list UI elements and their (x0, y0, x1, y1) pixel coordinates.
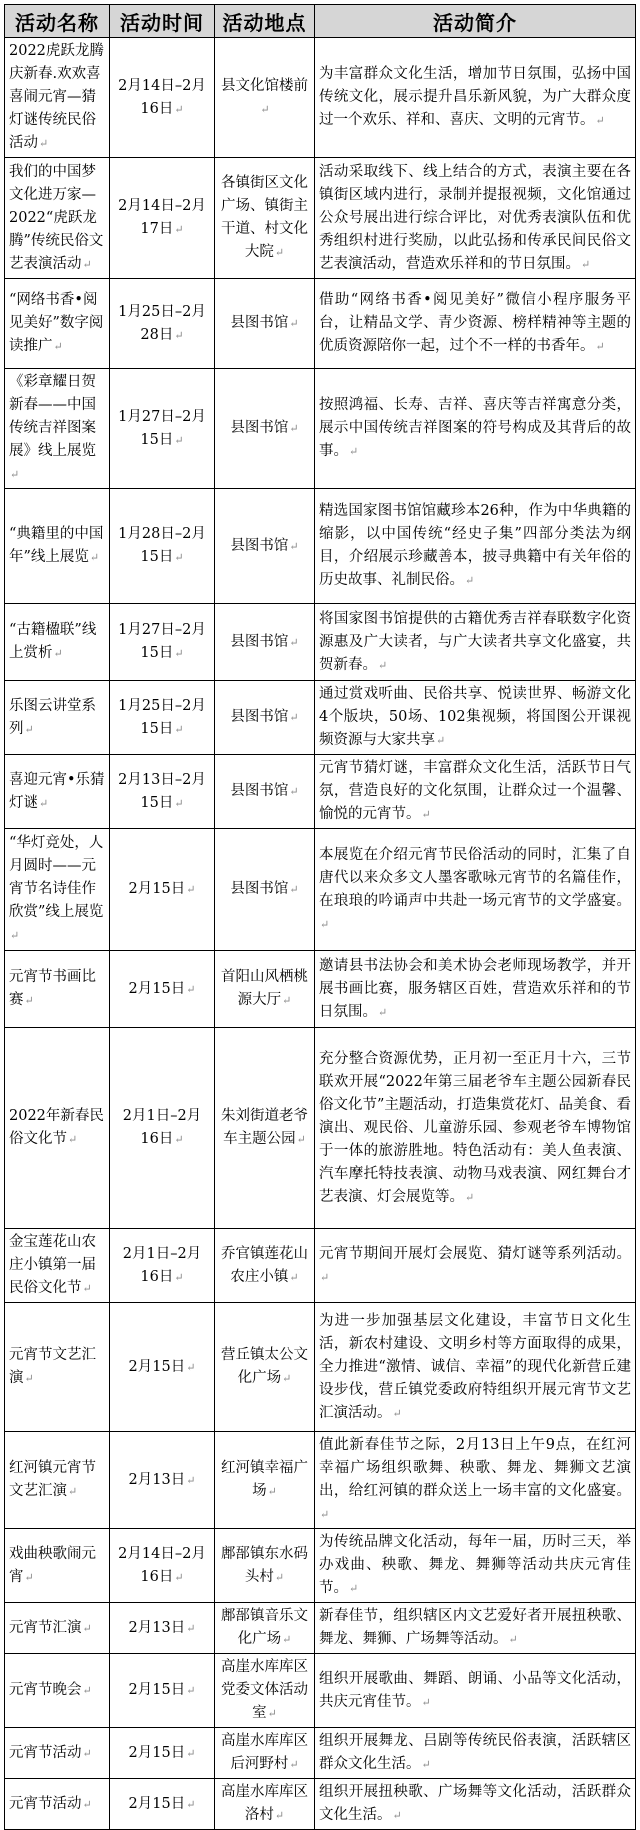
activity-name-text: 元宵节活动 (9, 1744, 82, 1761)
activity-description-cell (315, 1654, 636, 1728)
activity-location-text: 鄌郚镇音乐文化广场 (221, 1608, 308, 1647)
activity-time-text: 2月14日–2月16日 (118, 77, 206, 117)
activity-time-text: 2月13日 (128, 1471, 186, 1488)
paragraph-return-mark: ↵ (186, 1621, 196, 1635)
activity-description-text: 通过赏戏听曲、民俗共享、悦读世界、畅游文化4个版块，50场、102集视频，将国图公开课视频资源与大家共享 (319, 686, 631, 748)
paragraph-return-mark: ↵ (10, 468, 20, 481)
activity-location-cell (215, 279, 315, 369)
activity-name-text: 戏曲秧歌闹元宵 (9, 1545, 96, 1585)
activity-time-cell (110, 279, 215, 369)
activity-description-cell (315, 369, 636, 489)
paragraph-return-mark: ↵ (392, 1809, 402, 1822)
activity-time-cell (110, 829, 215, 951)
paragraph-return-mark: ↵ (174, 647, 184, 660)
activity-description-cell (315, 1779, 636, 1830)
activity-time-text: 2月13日–2月15日 (118, 771, 206, 811)
activity-location-text: 营丘镇太公文化广场 (221, 1347, 308, 1386)
activity-name-cell (5, 604, 110, 681)
paragraph-return-mark: ↵ (39, 796, 49, 810)
activity-description-cell (315, 1603, 636, 1654)
activity-location-text: 高崖水库库区党委文体活动室 (221, 1659, 308, 1721)
activity-description-cell (315, 1728, 636, 1779)
activity-name-text: “华灯竞处，人月圆时——元宵节名诗佳作欣赏”线上展览 (9, 835, 104, 920)
paragraph-return-mark: ↵ (392, 1406, 402, 1420)
paragraph-return-mark: ↵ (349, 1582, 359, 1595)
table-row (5, 755, 636, 829)
activity-time-cell (110, 1028, 215, 1229)
paragraph-return-mark: ↵ (174, 796, 184, 810)
paragraph-return-mark: ↵ (186, 1360, 196, 1374)
paragraph-return-mark: ↵ (174, 102, 184, 116)
activity-description-text: 组织开展舞龙、吕剧等传统民俗表演，活跃辖区群众文化生活。 (319, 1733, 631, 1772)
header-activity-name: 活动名称 (5, 5, 110, 38)
activity-time-text: 1月25日–2月28日 (118, 303, 206, 343)
paragraph-return-mark: ↵ (595, 114, 605, 127)
activity-name-text: 元宵节活动 (9, 1795, 82, 1812)
activity-time-cell (110, 1432, 215, 1529)
paragraph-return-mark: ↵ (349, 445, 359, 458)
activity-description-cell (315, 158, 636, 279)
paragraph-return-mark: ↵ (174, 433, 184, 447)
activity-name-text: 我们的中国梦文化进万家—2022“虎跃龙腾”传统民俗文艺表演活动 (9, 163, 104, 272)
activity-time-text: 2月1日–2月16日 (122, 1245, 202, 1285)
paragraph-return-mark: ↵ (274, 1809, 285, 1822)
paragraph-return-mark: ↵ (289, 1758, 299, 1771)
activity-time-text: 2月14日–2月17日 (118, 198, 206, 237)
table-row (5, 1603, 636, 1654)
paragraph-return-mark: ↵ (465, 574, 475, 587)
activity-description-text: 元宵节期间开展灯会展览、猜灯谜等系列活动。 (319, 1245, 631, 1262)
activity-time-cell (110, 755, 215, 829)
paragraph-return-mark: ↵ (274, 1570, 285, 1584)
activity-location-text: 乔官镇莲花山农庄小镇 (221, 1245, 308, 1285)
activity-name-text: 喜迎元宵•乐猜灯谜 (9, 771, 105, 811)
activity-name-text: 元宵节汇演 (9, 1619, 82, 1636)
activity-description-cell (315, 1303, 636, 1432)
paragraph-return-mark: ↵ (296, 1133, 306, 1146)
activity-time-cell (110, 681, 215, 755)
activity-name-cell (5, 1229, 110, 1303)
activity-time-cell (110, 1229, 215, 1303)
activity-name-cell (5, 755, 110, 829)
table-row (5, 1229, 636, 1303)
table-row (5, 279, 636, 369)
activity-name-cell (5, 1603, 110, 1654)
activity-description-cell (315, 1028, 636, 1229)
paragraph-return-mark: ↵ (82, 1684, 92, 1697)
paragraph-return-mark: ↵ (174, 223, 184, 236)
activity-location-text: 首阳山风栖桃源大厅 (221, 969, 308, 1008)
activity-time-cell (110, 604, 215, 681)
paragraph-return-mark: ↵ (174, 551, 184, 564)
table-header-row (5, 5, 636, 38)
activity-description-text: 组织开展歌曲、舞蹈、朗诵、小品等文化活动，共庆元宵佳节。 (319, 1670, 631, 1710)
activity-location-text: 县图书馆 (230, 783, 289, 799)
paragraph-return-mark: ↵ (53, 340, 63, 353)
activity-time-cell (110, 38, 215, 158)
paragraph-return-mark: ↵ (53, 647, 63, 660)
activity-time-text: 2月1日–2月16日 (122, 1108, 202, 1147)
activity-location-cell (215, 1028, 315, 1229)
activity-description-cell (315, 829, 636, 951)
table-row (5, 489, 636, 604)
activity-location-text: 高崖水库库区洛村 (221, 1784, 308, 1823)
paragraph-return-mark: ↵ (267, 1707, 277, 1720)
paragraph-return-mark: ↵ (378, 1005, 388, 1019)
activity-location-text: 县图书馆 (230, 315, 289, 331)
table-row (5, 1779, 636, 1830)
activity-time-cell (110, 369, 215, 489)
activity-description-text: 借助“网络书香•阅见美好”微信小程序服务平台，让精品文学、青少资源、榜样精神等主题的优质资源陪你一起，过个不一样的书香年。 (319, 292, 631, 354)
activity-time-cell (110, 1529, 215, 1603)
activity-location-cell (215, 38, 315, 158)
activity-time-cell (110, 1603, 215, 1654)
activity-time-text: 1月27日–2月15日 (118, 408, 206, 448)
activity-name-text: 元宵节文艺汇演 (9, 1347, 96, 1386)
paragraph-return-mark: ↵ (24, 1372, 34, 1385)
activity-time-text: 2月15日 (128, 1795, 186, 1812)
paragraph-return-mark: ↵ (289, 711, 299, 724)
table-row (5, 1432, 636, 1529)
paragraph-return-mark: ↵ (186, 1797, 196, 1811)
activity-time-cell (110, 489, 215, 604)
activity-name-text: “网络书香•阅见美好”数字阅读推广 (9, 292, 104, 354)
paragraph-return-mark: ↵ (89, 551, 100, 564)
activity-name-text: 元宵节晚会 (9, 1682, 82, 1698)
activity-name-cell (5, 279, 110, 369)
activity-time-text: 1月25日–2月15日 (118, 697, 206, 737)
activity-description-cell (315, 279, 636, 369)
header-activity-location: 活动地点 (215, 5, 315, 38)
paragraph-return-mark: ↵ (174, 1133, 184, 1146)
paragraph-return-mark: ↵ (186, 982, 196, 996)
paragraph-return-mark: ↵ (289, 883, 299, 896)
table-row (5, 158, 636, 279)
activity-location-cell (215, 1229, 315, 1303)
paragraph-return-mark: ↵ (320, 1508, 330, 1521)
activity-time-cell (110, 951, 215, 1028)
header-activity-time: 活动时间 (110, 5, 215, 38)
activity-description-text: 为丰富群众文化生活，增加节日氛围，弘扬中国传统文化，展示提升昌乐新风貌，为广大群众度过一个欢乐、祥和、喜庆、文明的元宵节。 (319, 66, 631, 128)
activity-name-cell (5, 489, 110, 604)
paragraph-return-mark: ↵ (320, 917, 330, 931)
activity-name-text: 元宵节书画比赛 (9, 969, 96, 1008)
paragraph-return-mark: ↵ (581, 257, 591, 271)
paragraph-return-mark: ↵ (260, 102, 270, 116)
activity-location-text: 县图书馆 (230, 537, 289, 554)
activity-location-cell (215, 829, 315, 951)
activity-description-text: 将国家图书馆提供的古籍优秀吉祥春联数字化资源惠及广大读者，与广大读者共享文化盛宴，共贺新春。 (319, 610, 631, 673)
activity-description-cell (315, 1432, 636, 1529)
paragraph-return-mark: ↵ (82, 1746, 92, 1760)
paragraph-return-mark: ↵ (174, 1570, 184, 1584)
activity-name-cell (5, 1779, 110, 1830)
activity-description-text: 充分整合资源优势，正月初一至正月十六，三节联欢开展“2022年第三届老爷车主题公园新春民俗文化节”主题活动，打造集赏花灯、品美食、看演出、观民俗、儿童游乐园、参观老爷车博物馆于一体的旅游胜地。特色活动有：美人鱼表演、汽车摩托特技表演、动物马戏表演、网红舞台才艺表演、灯会展览等。 (319, 1050, 631, 1205)
activity-name-cell (5, 1728, 110, 1779)
paragraph-return-mark: ↵ (274, 246, 285, 259)
paragraph-return-mark: ↵ (174, 1270, 184, 1284)
paragraph-return-mark: ↵ (10, 929, 20, 942)
activity-name-text: “古籍楹联”线上赏析 (9, 622, 97, 661)
paragraph-return-mark: ↵ (24, 722, 34, 736)
activity-time-text: 2月15日 (128, 980, 186, 997)
activity-location-cell (215, 1654, 315, 1728)
activity-name-cell (5, 951, 110, 1028)
activity-location-cell (215, 604, 315, 681)
activity-location-cell (215, 1779, 315, 1830)
paragraph-return-mark: ↵ (595, 340, 605, 353)
paragraph-return-mark: ↵ (186, 1684, 196, 1697)
activity-description-text: 本展览在介绍元宵节民俗活动的同时，汇集了自唐代以来众多文人墨客歌咏元宵节的名篇佳作，在琅琅的吟诵声中共赴一场元宵节的文学盛宴。 (319, 846, 631, 909)
activity-description-cell (315, 1529, 636, 1603)
activity-description-text: 组织开展扭秧歌、广场舞等文化活动，活跃群众文化生活。 (319, 1784, 631, 1823)
table-row (5, 829, 636, 951)
paragraph-return-mark: ↵ (465, 1190, 475, 1204)
activity-name-cell (5, 1303, 110, 1432)
activity-description-cell (315, 38, 636, 158)
activity-time-text: 1月28日–2月15日 (118, 526, 206, 565)
activity-description-text: 精选国家图书馆馆藏珍本26种，作为中华典籍的缩影，以中国传统“经史子集”四部分类法为纲目，介绍展示珍藏善本，披寻典籍中有关年俗的历史故事、礼制民俗。 (319, 503, 631, 588)
activity-description-text: 元宵节猜灯谜，丰富群众文化生活，活跃节日气氛，营造良好的文化氛围，让群众过一个温馨、愉悦的元宵节。 (319, 760, 631, 822)
paragraph-return-mark: ↵ (186, 1473, 196, 1487)
table-row (5, 38, 636, 158)
activity-description-cell (315, 1229, 636, 1303)
paragraph-return-mark: ↵ (436, 734, 446, 747)
activity-description-text: 为传统品牌文化活动，每年一届，历时三天，举办戏曲、秧歌、舞龙、舞狮等活动共庆元宵佳节。 (319, 1534, 631, 1596)
activity-description-cell (315, 681, 636, 755)
activity-location-cell (215, 681, 315, 755)
activity-time-cell (110, 1654, 215, 1728)
paragraph-return-mark: ↵ (289, 539, 299, 553)
activity-time-text: 2月15日 (128, 1358, 186, 1375)
activity-location-cell (215, 489, 315, 604)
paragraph-return-mark: ↵ (282, 1633, 292, 1646)
paragraph-return-mark: ↵ (508, 1633, 518, 1646)
paragraph-return-mark: ↵ (24, 1570, 34, 1584)
activity-time-text: 2月15日 (128, 1682, 186, 1698)
table-row (5, 1728, 636, 1779)
activity-description-cell (315, 951, 636, 1028)
activity-name-text: 2022年新春民俗文化节 (9, 1108, 104, 1147)
activity-time-text: 1月27日–2月15日 (118, 622, 206, 661)
activity-location-text: 县图书馆 (230, 633, 289, 650)
paragraph-return-mark: ↵ (24, 994, 34, 1007)
activity-name-text: 金宝莲花山农庄小镇第一届民俗文化节 (9, 1234, 96, 1296)
activity-description-text: 按照鸿福、长寿、吉祥、喜庆等吉祥寓意分类，展示中国传统吉祥图案的符号构成及其背后的故事。 (319, 397, 631, 459)
paragraph-return-mark: ↵ (378, 658, 388, 672)
activity-description-text: 为进一步加强基层文化建设，丰富节日文化生活，新农村建设、文明乡村等方面取得的成果，全力推进“激情、诚信、幸福”的现代化新营丘建设步伐，营丘镇党委政府特组织开展元宵节文艺汇演活动。 (319, 1312, 631, 1421)
paragraph-return-mark: ↵ (421, 1695, 431, 1709)
paragraph-return-mark: ↵ (39, 137, 49, 150)
table-row (5, 604, 636, 681)
paragraph-return-mark: ↵ (320, 1270, 330, 1284)
paragraph-return-mark: ↵ (186, 1746, 196, 1760)
paragraph-return-mark: ↵ (82, 1621, 92, 1635)
activity-location-text: 红河镇幸福广场 (221, 1460, 308, 1499)
paragraph-return-mark: ↵ (82, 257, 92, 271)
activity-time-cell (110, 1728, 215, 1779)
activity-location-cell (215, 369, 315, 489)
activity-time-text: 2月15日 (128, 1744, 186, 1761)
paragraph-return-mark: ↵ (289, 635, 299, 649)
paragraph-return-mark: ↵ (82, 1797, 92, 1811)
activity-location-cell (215, 951, 315, 1028)
activity-location-cell (215, 1728, 315, 1779)
header-activity-description: 活动简介 (315, 5, 636, 38)
activity-name-cell (5, 38, 110, 158)
activity-location-text: 鄌郚镇东水码头村 (221, 1545, 308, 1585)
paragraph-return-mark: ↵ (82, 1282, 92, 1295)
activity-description-cell (315, 604, 636, 681)
paragraph-return-mark: ↵ (289, 1270, 299, 1284)
paragraph-return-mark: ↵ (289, 785, 299, 798)
activity-location-text: 各镇街区文化广场、镇街主干道、村文化大院 (221, 175, 308, 260)
paragraph-return-mark: ↵ (282, 1372, 292, 1385)
paragraph-return-mark: ↵ (186, 883, 196, 896)
activity-name-cell (5, 829, 110, 951)
activity-name-cell (5, 369, 110, 489)
table-row (5, 681, 636, 755)
activity-name-cell (5, 1529, 110, 1603)
activity-location-cell (215, 1432, 315, 1529)
paragraph-return-mark: ↵ (174, 328, 184, 342)
activity-location-text: 朱刘街道老爷车主题公园 (221, 1108, 308, 1147)
activity-time-text: 2月14日–2月16日 (118, 1545, 206, 1585)
activity-time-text: 2月13日 (128, 1619, 186, 1636)
activity-description-text: 活动采取线下、线上结合的方式，表演主要在各镇街区域内进行，录制并提报视频，文化馆通过公众号展出进行综合评比，对优秀表演队伍和优秀组织村进行奖励，以此弘扬和传承民间民俗文艺表演活动，营造欢乐祥和的节日氛围。 (319, 163, 631, 272)
activity-location-cell (215, 1303, 315, 1432)
activity-description-cell (315, 755, 636, 829)
activity-location-text: 高崖水库库区后河野村 (221, 1733, 308, 1772)
activity-time-cell (110, 1779, 215, 1830)
paragraph-return-mark: ↵ (68, 1485, 78, 1498)
paragraph-return-mark: ↵ (289, 317, 299, 330)
paragraph-return-mark: ↵ (68, 1133, 78, 1146)
paragraph-return-mark: ↵ (421, 808, 431, 821)
activity-location-text: 县图书馆 (230, 881, 289, 897)
activity-description-text: 新春佳节，组织辖区内文艺爱好者开展扭秧歌、舞龙、舞狮、广场舞等活动。 (319, 1608, 631, 1647)
table-row (5, 369, 636, 489)
activity-name-cell (5, 1654, 110, 1728)
activity-location-cell (215, 755, 315, 829)
activity-time-cell (110, 158, 215, 279)
activity-description-text: 值此新春佳节之际，2月13日上午9点，在红河幸福广场组织歌舞、秧歌、舞龙、舞狮文艺演出，给红河镇的群众送上一场丰富的文化盛宴。 (319, 1437, 631, 1499)
activity-name-text: 红河镇元宵节文艺汇演 (9, 1460, 96, 1499)
paragraph-return-mark: ↵ (174, 722, 184, 736)
paragraph-return-mark: ↵ (267, 1485, 277, 1498)
table-row (5, 1303, 636, 1432)
activity-name-text: 2022虎跃龙腾庆新春.欢欢喜喜闹元宵—猜灯谜传统民俗活动 (9, 43, 104, 151)
activity-name-text: “典籍里的中国年”线上展览 (9, 526, 104, 565)
activity-name-text: 乐图云讲堂系列 (9, 697, 96, 737)
activity-name-cell (5, 1432, 110, 1529)
paragraph-return-mark: ↵ (282, 994, 292, 1007)
table-row (5, 1028, 636, 1229)
activity-location-cell (215, 158, 315, 279)
table-row (5, 1654, 636, 1728)
table-row (5, 1529, 636, 1603)
activity-name-cell (5, 681, 110, 755)
activity-name-text: 《彩章耀日贺新春——中国传统吉祥图案展》线上展览 (9, 374, 96, 459)
paragraph-return-mark: ↵ (289, 422, 299, 435)
activity-name-cell (5, 158, 110, 279)
activity-time-cell (110, 1303, 215, 1432)
table-body (5, 38, 636, 1830)
activity-location-text: 县图书馆 (230, 420, 289, 436)
activity-location-text: 县文化馆楼前 (221, 77, 308, 94)
activity-location-text: 县图书馆 (230, 709, 289, 725)
activity-description-text: 邀请县书法协会和美术协会老师现场教学，并开展书画比赛，服务辖区百姓，营造欢乐祥和的节日氛围。 (319, 957, 631, 1020)
activity-table (4, 4, 636, 1830)
activity-description-cell (315, 489, 636, 604)
paragraph-return-mark: ↵ (421, 1758, 431, 1771)
table-row (5, 951, 636, 1028)
activity-location-cell (215, 1529, 315, 1603)
activity-time-text: 2月15日 (128, 881, 186, 897)
activity-location-cell (215, 1603, 315, 1654)
activity-name-cell (5, 1028, 110, 1229)
